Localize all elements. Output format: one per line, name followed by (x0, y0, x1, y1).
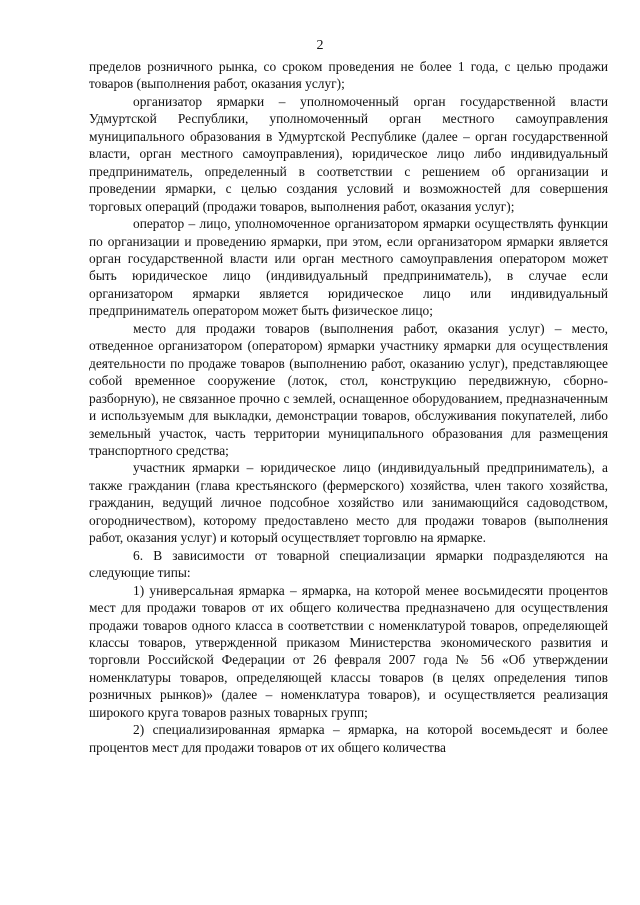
document-body (89, 58, 608, 756)
paragraph-trading-place-definition: место для продажи товаров (выполнения работ, оказания услуг) – место, отведенное организатором (оператором) ярмарки участнику ярмарки для осуществления деятельности по продаже товаров (выполнению работ, оказанию услуг), представляющее собой временное сооружение (лоток, стол, конструкцию передвижную, сборно-разборную), не связанное прочно с землей, оснащенное оборудованием, предназначенным и используемым для выкладки, демонстрации товаров, обслуживания покупателей, либо земельный участок, часть территории муниципального образования для размещения транспортного средства; (89, 320, 608, 458)
paragraph-universal-fair: 1) универсальная ярмарка – ярмарка, на которой менее восьмидесяти процентов мест для продажи товаров от их общего количества предназначено для осуществления продажи товаров одного класса в соответствии с номенклатурой товаров, определяющей классы товаров, утвержденной приказом Министерства экономического развития и торговли Российской Федерации от 26 февраля 2007 года № 56 «Об утверждении номенклатуры товаров, определяющей классы товаров (в целях определения типов розничных рынков)» (далее – номенклатура товаров), и осуществляется реализация широкого круга товаров разных товарных групп; (89, 582, 608, 720)
paragraph-operator-definition: оператор – лицо, уполномоченное организатором ярмарки осуществлять функции по организации и проведению ярмарки, при этом, если организатором ярмарки является орган государственной власти или орган местного самоуправления оператором может быть юридическое лицо (индивидуальный предприниматель), в случае если организатором ярмарки является юридическое лицо или индивидуальный предприниматель оператором может быть физическое лицо; (89, 216, 608, 319)
paragraph-organizer-definition: организатор ярмарки – уполномоченный орган государственной власти Удмуртской Республики, уполномоченный орган местного самоуправления муниципального образования в Удмуртской Республике (далее – орган государственной власти, орган местного самоуправления), юридическое лицо либо индивидуальный предприниматель, определенный в соответствии с решением об организации и проведении ярмарки, с целью создания условий и возможностей для совершения торговых операций (продажи товаров, выполнения работ, оказания услуг); (89, 93, 608, 214)
paragraph-specialized-fair: 2) специализированная ярмарка – ярмарка, на которой восемьдесят и более процентов мест для продажи товаров от их общего количества (89, 722, 608, 755)
paragraph-participant-definition: участник ярмарки – юридическое лицо (индивидуальный предприниматель), а также гражданин (глава крестьянского (фермерского) хозяйства, член такого хозяйства, гражданин, ведущий личное подсобное хозяйство или занимающийся садоводством, огородничеством), которому предоставлено место для продажи товаров (выполнения работ, оказания услуг) и который осуществляет торговлю на ярмарке. (89, 460, 608, 546)
paragraph-section-6-intro: 6. В зависимости от товарной специализации ярмарки подразделяются на следующие типы: (89, 547, 608, 581)
page-number: 2 (316, 38, 324, 53)
paragraph-continuation: пределов розничного рынка, со сроком проведения не более 1 года, с целью продажи товаров (выполнения работ, оказания услуг); (89, 59, 608, 92)
